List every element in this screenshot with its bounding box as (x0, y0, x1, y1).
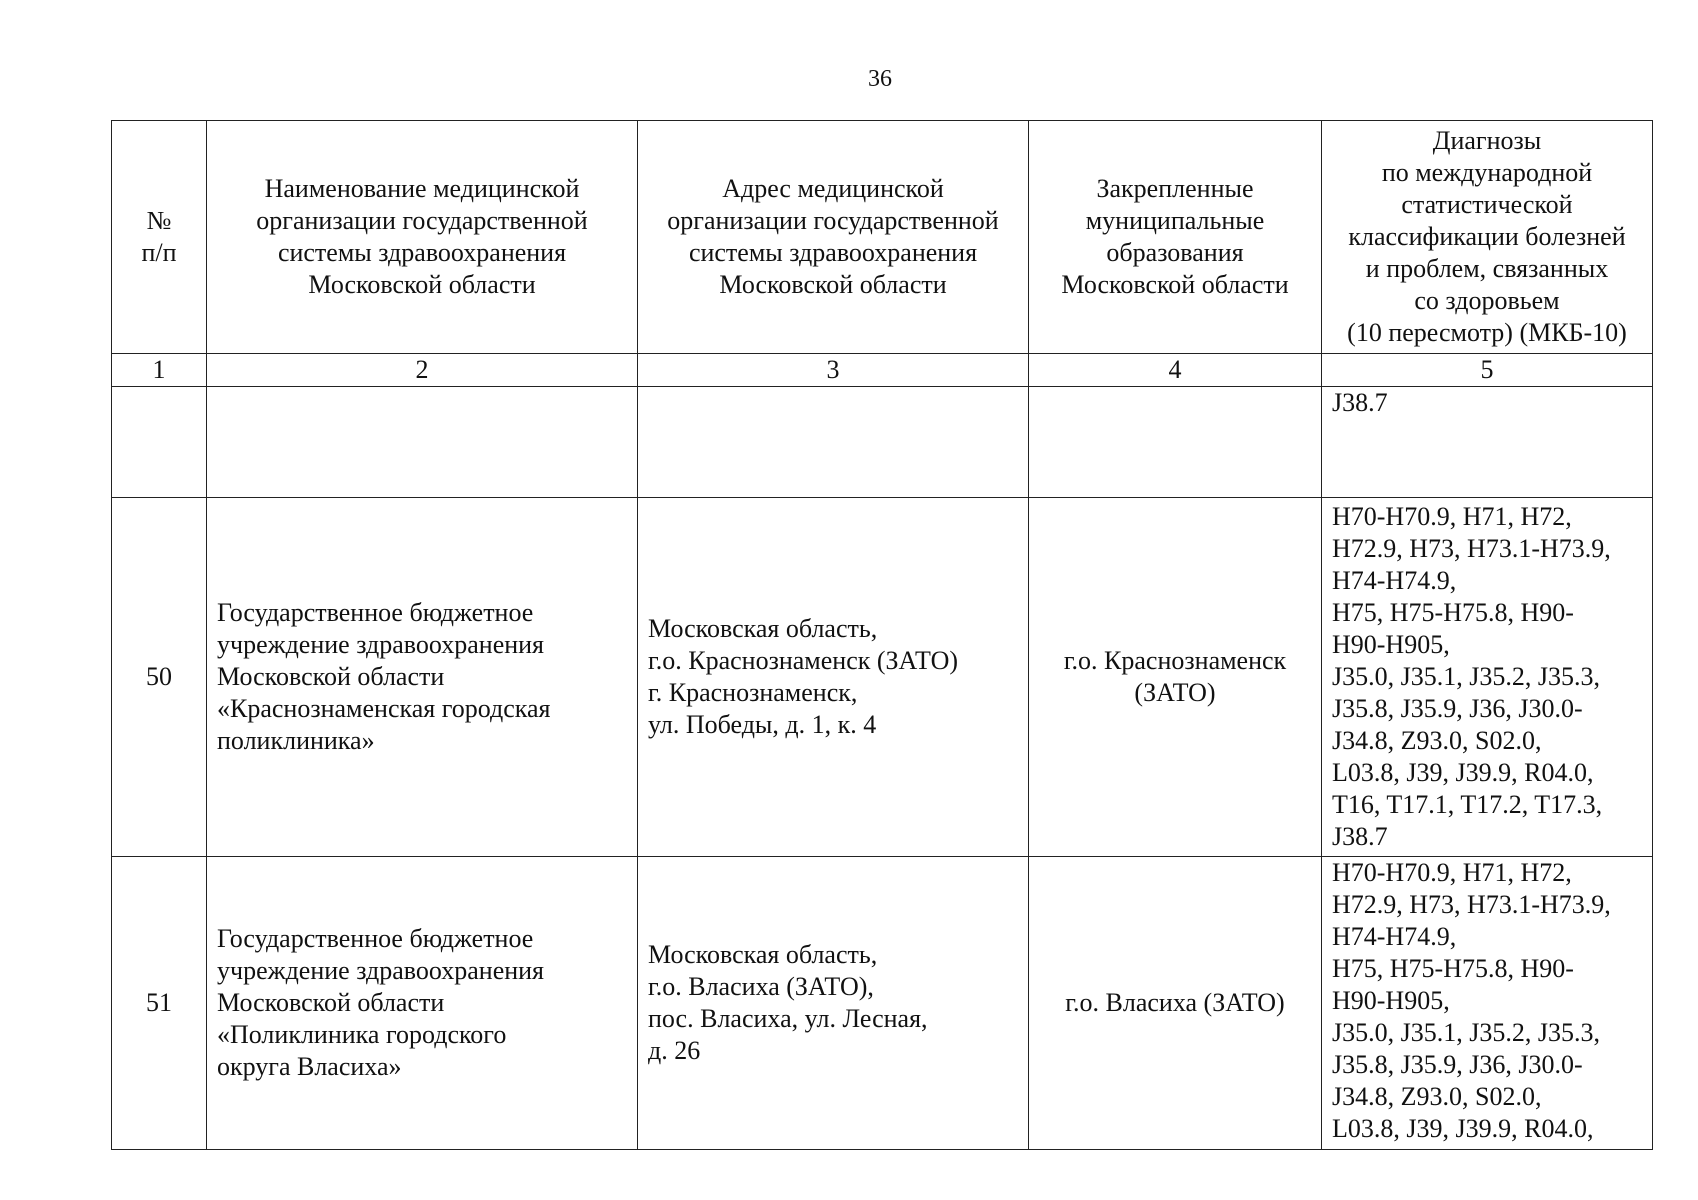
column-number: 3 (638, 354, 1029, 387)
header-row (112, 121, 1653, 354)
header-municipalities: Закрепленные муниципальные образования Московской области (1029, 121, 1322, 354)
column-number: 1 (112, 354, 207, 387)
diagnoses-codes: H70-H70.9, H71, H72, H72.9, H73, H73.1-H73.9, H74-H74.9, H75, H75-H75.8, H90- H90-H905, J35.0, J35.1, J35.2, J35.3, J35.8, J35.9, J36, J30.0- J34.8, Z93.0, S02.0, L03.8, J39, J39.9, R04.0, T16, T17.1, T17.2, T17.3, J38.7 (1322, 498, 1653, 857)
header-organization-address: Адрес медицинской организации государственной системы здравоохранения Московской области (638, 121, 1029, 354)
column-number: 5 (1322, 354, 1653, 387)
municipality (1029, 387, 1322, 498)
header-diagnoses: Диагнозы по международной статистической классификации болезней и проблем, связанных со здоровьем (10 пересмотр) (МКБ-10) (1322, 121, 1653, 354)
organization-name (207, 387, 638, 498)
header-number: № п/п (112, 121, 207, 354)
organization-address: Московская область, г.о. Власиха (ЗАТО), пос. Власиха, ул. Лесная, д. 26 (638, 857, 1029, 1150)
diagnoses-codes: J38.7 (1322, 387, 1653, 498)
organization-address: Московская область, г.о. Краснознаменск (ЗАТО) г. Краснознаменск, ул. Победы, д. 1, к. 4 (638, 498, 1029, 857)
row-number: 50 (112, 498, 207, 857)
row-number (112, 387, 207, 498)
column-number: 4 (1029, 354, 1322, 387)
organization-address (638, 387, 1029, 498)
header-organization-name: Наименование медицинской организации государственной системы здравоохранения Московской области (207, 121, 638, 354)
municipality: г.о. Краснознаменск (ЗАТО) (1029, 498, 1322, 857)
municipality: г.о. Власиха (ЗАТО) (1029, 857, 1322, 1150)
table-row (112, 857, 1653, 1150)
column-number: 2 (207, 354, 638, 387)
diagnoses-codes: H70-H70.9, H71, H72, H72.9, H73, H73.1-H73.9, H74-H74.9, H75, H75-H75.8, H90- H90-H905, J35.0, J35.1, J35.2, J35.3, J35.8, J35.9, J36, J30.0- J34.8, Z93.0, S02.0, L03.8, J39, J39.9, R04.0, (1322, 857, 1653, 1150)
row-number: 51 (112, 857, 207, 1150)
organization-name: Государственное бюджетное учреждение здравоохранения Московской области «Поликлиника городского округа Власиха» (207, 857, 638, 1150)
column-number-row (112, 354, 1653, 387)
page-number: 36 (868, 66, 892, 92)
organization-name: Государственное бюджетное учреждение здравоохранения Московской области «Краснознаменская городская поликлиника» (207, 498, 638, 857)
table-row (112, 498, 1653, 857)
table-row (112, 387, 1653, 498)
medical-organizations-table (111, 120, 1653, 1150)
